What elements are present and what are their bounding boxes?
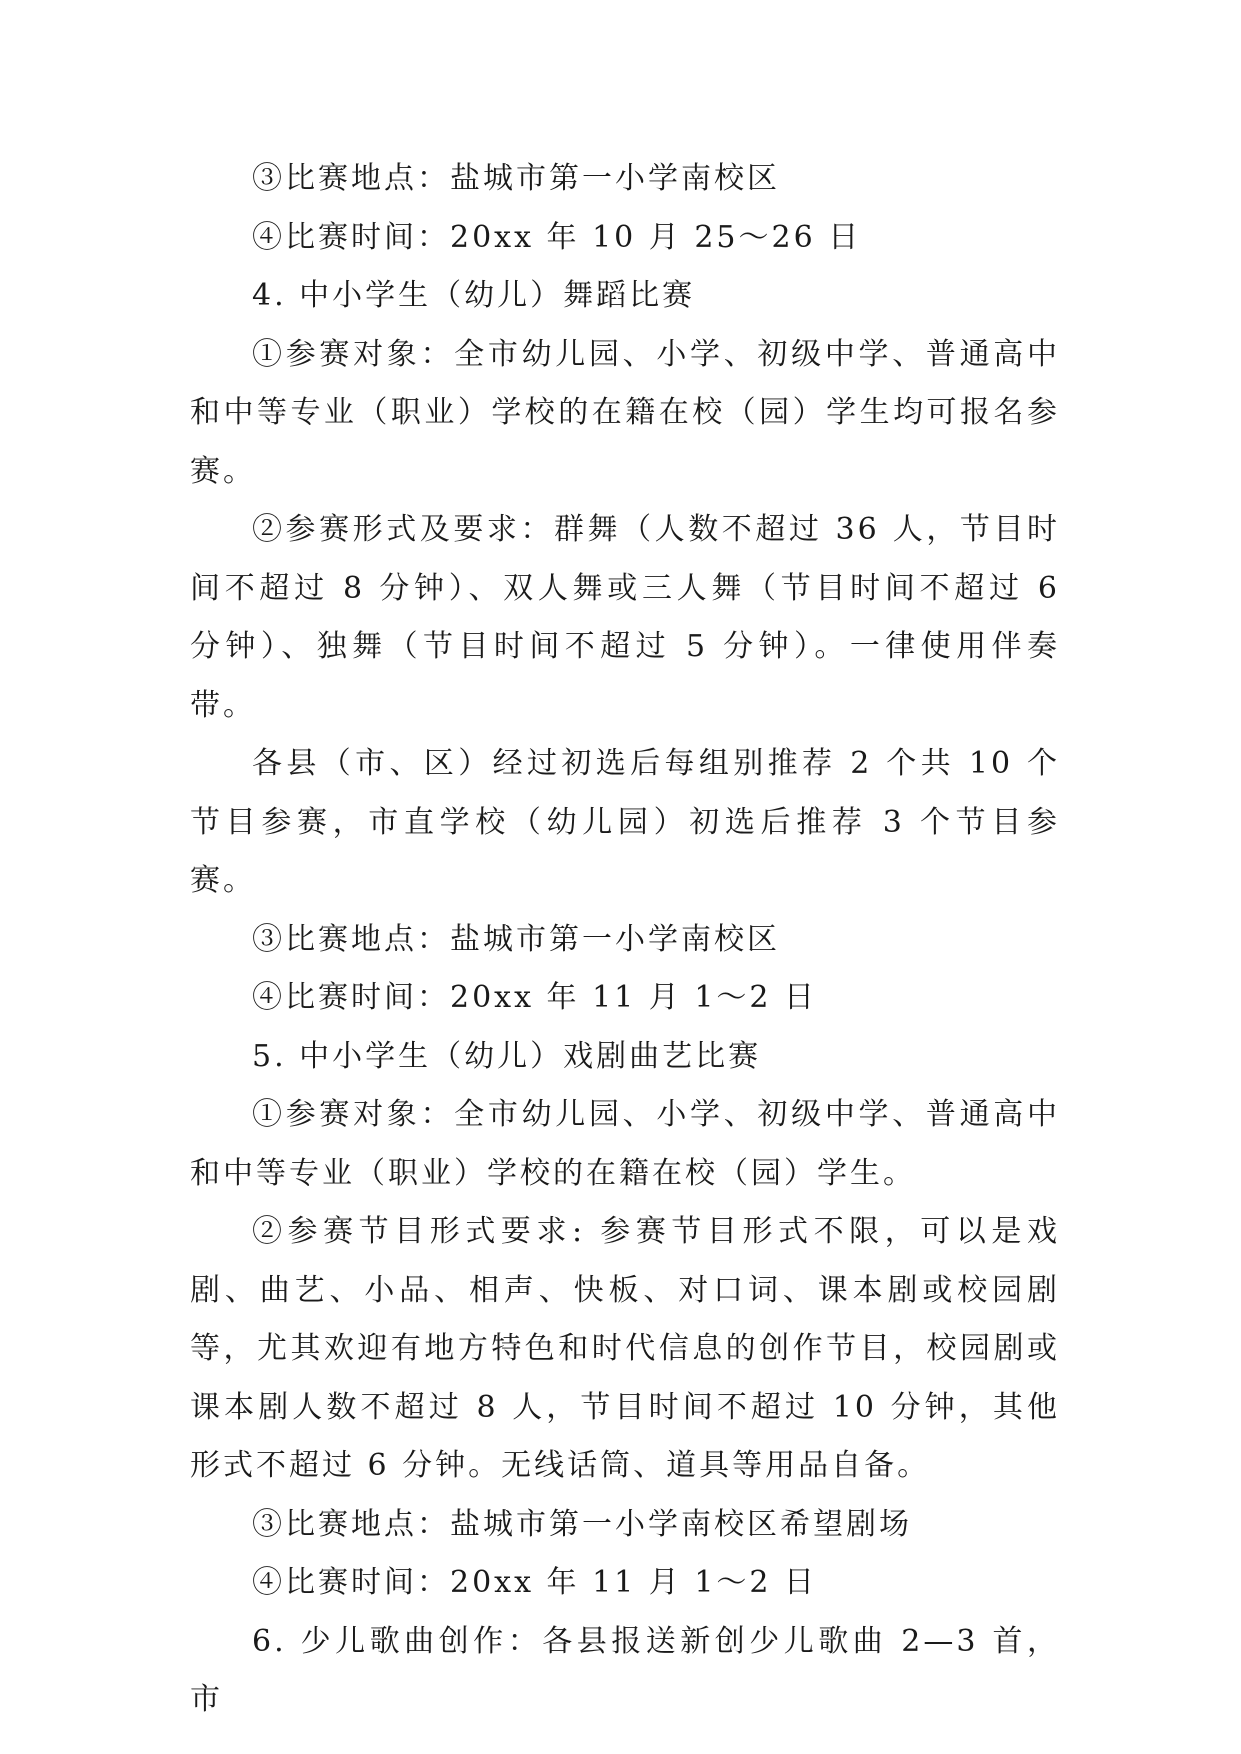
- paragraph-participants-dance: ①参赛对象：全市幼儿园、小学、初级中学、普通高中和中等专业（职业）学校的在籍在校（园）学生均可报名参赛。: [190, 336, 1060, 489]
- paragraph-date-1: ④比赛时间：20xx 年 10 月 25～26 日: [252, 219, 862, 255]
- document-body: [190, 150, 1060, 1730]
- section-heading-song-writing: 6. 少儿歌曲创作：各县报送新创少儿歌曲 2—3 首，市: [190, 1623, 1060, 1717]
- paragraph-venue-drama: ③比赛地点：盐城市第一小学南校区希望剧场: [252, 1506, 912, 1542]
- paragraph-selection-dance: 各县（市、区）经过初选后每组别推荐 2 个共 10 个节目参赛，市直学校（幼儿园）初选后推荐 3 个节目参赛。: [190, 746, 1060, 898]
- paragraph-format-drama: ②参赛节目形式要求: 参赛节目形式不限，可以是戏剧、曲艺、小品、相声、快板、对口词、课本剧或校园剧等，尤其欢迎有地方特色和时代信息的创作节目，校园剧或课本剧人数不超过 8 人，节目时间不超过 10 分钟，其他形式不超过 6 分钟。无线话筒、道具等用品自备。: [190, 1214, 1060, 1483]
- paragraph-date-dance: ④比赛时间：20xx 年 11 月 1～2 日: [252, 980, 818, 1015]
- paragraph-venue-dance: ③比赛地点：盐城市第一小学南校区: [252, 921, 780, 957]
- paragraph-format-dance: ②参赛形式及要求：群舞（人数不超过 36 人，节目时间不超过 8 分钟）、双人舞或三人舞（节目时间不超过 6 分钟）、独舞（节目时间不超过 5 分钟）。一律使用伴奏带。: [190, 512, 1060, 723]
- paragraph-venue-1: ③比赛地点：盐城市第一小学南校区: [252, 161, 780, 196]
- paragraph-date-drama: ④比赛时间：20xx 年 11 月 1～2 日: [252, 1565, 818, 1600]
- section-heading-drama: 5. 中小学生（幼儿）戏剧曲艺比赛: [252, 1038, 762, 1074]
- section-heading-dance: 4. 中小学生（幼儿）舞蹈比赛: [252, 278, 696, 313]
- paragraph-participants-drama: ①参赛对象：全市幼儿园、小学、初级中学、普通高中和中等专业（职业）学校的在籍在校（园）学生。: [190, 1097, 1060, 1191]
